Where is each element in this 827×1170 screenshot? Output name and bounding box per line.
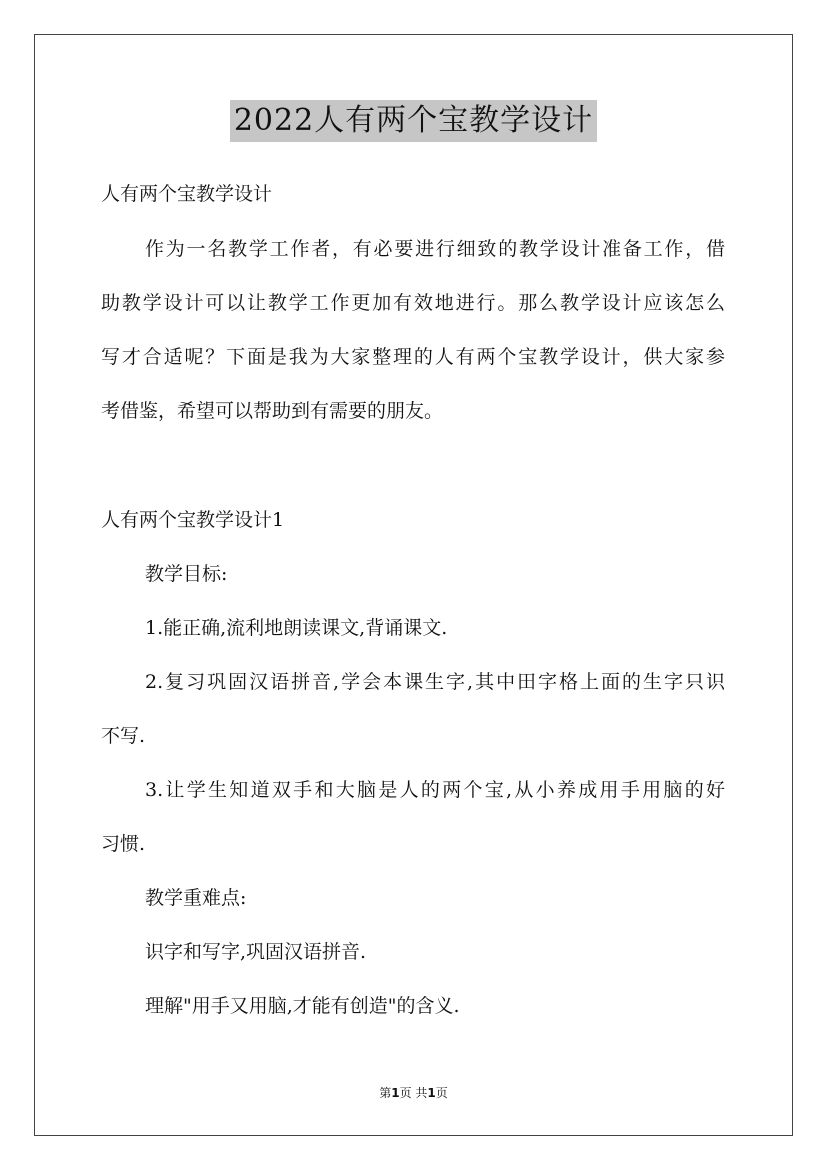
key-point-2: 理解"用手又用脑,才能有创造"的含义. bbox=[145, 995, 460, 1017]
key-points-label: 教学重难点: bbox=[145, 887, 247, 909]
goal-2-line-1: 2.复习巩固汉语拼音,学会本课生字,其中田字格上面的生字只识 bbox=[145, 671, 725, 693]
section-heading-1: 人有两个宝教学设计1 bbox=[101, 509, 285, 531]
goals-label: 教学目标: bbox=[145, 563, 228, 585]
intro-line-4: 考借鉴，希望可以帮助到有需要的朋友。 bbox=[101, 400, 444, 422]
page-footer bbox=[0, 1085, 827, 1101]
document-title-wrap bbox=[0, 100, 827, 142]
goal-3-line-1: 3.让学生知道双手和大脑是人的两个宝,从小养成用手用脑的好 bbox=[145, 779, 725, 801]
goal-1: 1.能正确,流利地朗读课文,背诵课文. bbox=[145, 617, 448, 639]
intro-line-2: 助教学设计可以让教学工作更加有效地进行。那么教学设计应该怎么 bbox=[101, 292, 725, 314]
key-point-1: 识字和写字,巩固汉语拼音. bbox=[145, 941, 367, 963]
intro-line-3: 写才合适呢？下面是我为大家整理的人有两个宝教学设计，供大家参 bbox=[101, 346, 725, 368]
document-title: 2022人有两个宝教学设计 bbox=[230, 100, 597, 142]
page-total: 1 bbox=[427, 1086, 436, 1100]
goal-2-line-2: 不写. bbox=[101, 725, 146, 747]
page-prefix: 第 bbox=[379, 1086, 392, 1100]
heading: 人有两个宝教学设计 bbox=[101, 183, 273, 205]
page-mid: 页 共 bbox=[399, 1086, 428, 1100]
page-suffix: 页 bbox=[435, 1086, 448, 1100]
goal-3-line-2: 习惯. bbox=[101, 833, 146, 855]
intro-line-1: 作为一名教学工作者，有必要进行细致的教学设计准备工作，借 bbox=[145, 238, 725, 260]
page-number: 1 bbox=[391, 1086, 400, 1100]
